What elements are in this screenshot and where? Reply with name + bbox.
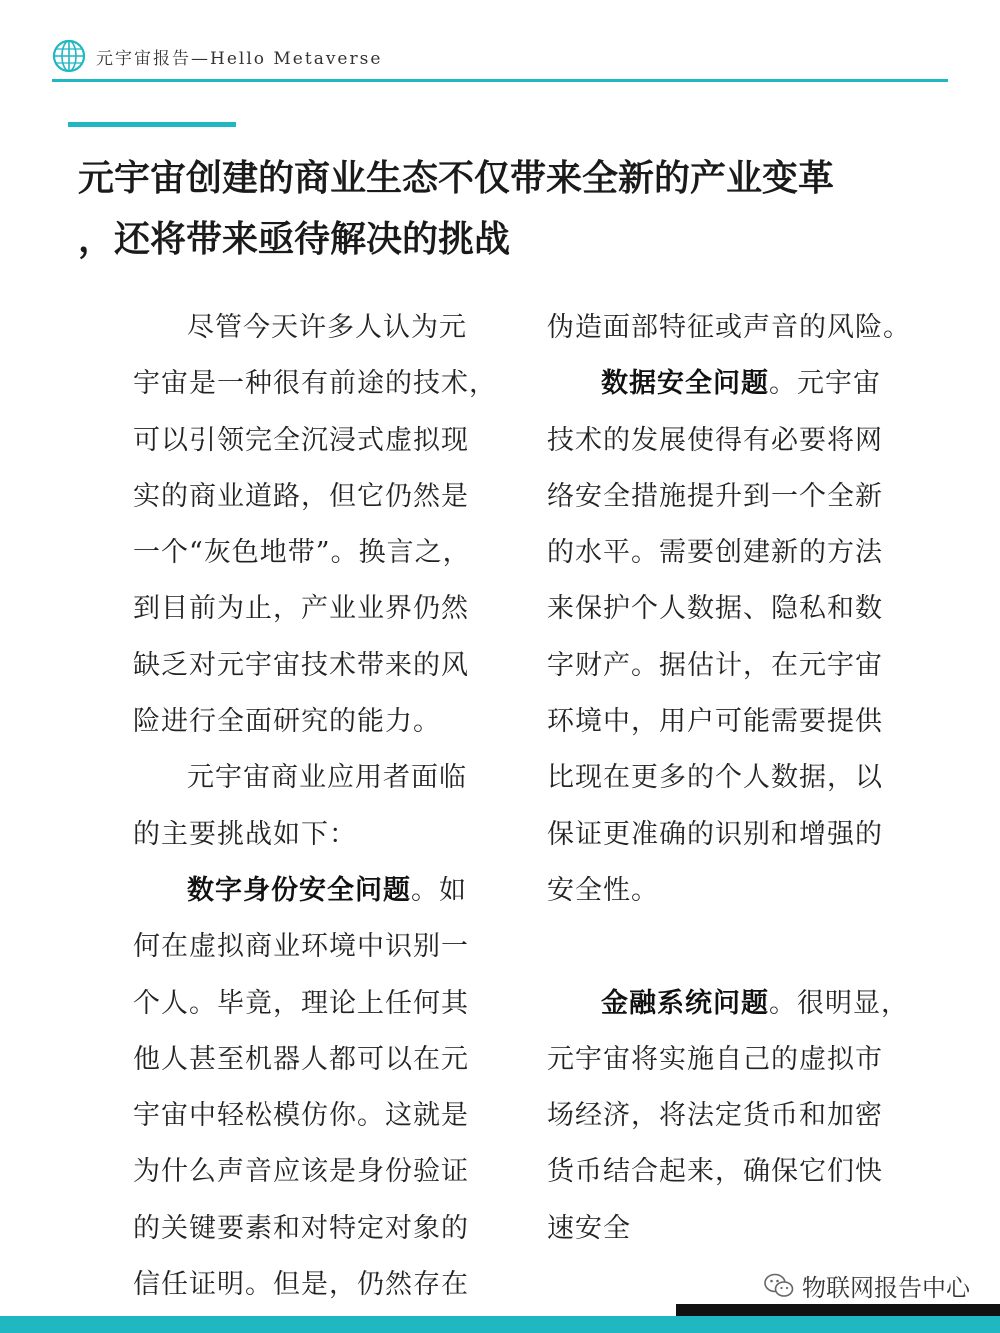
text-line: 环境中，用户可能需要提供 — [547, 706, 883, 738]
text-line: 一个“灰色地带”。换言之， — [133, 537, 471, 569]
text-line: 尽管今天许多人认为元 — [187, 312, 467, 343]
paragraph-gap — [547, 919, 947, 975]
text-line: 可以引领完全沉浸式虚拟现 — [133, 424, 469, 456]
footer-bar-dark — [676, 1304, 1000, 1316]
text-line: 何在虚拟商业环境中识别一 — [133, 931, 469, 963]
text-fragment: 。元宇宙 — [769, 368, 881, 400]
text-line — [133, 863, 518, 919]
text-line: 技术的发展使得有必要将网 — [547, 424, 883, 456]
page-title — [78, 148, 958, 270]
text-line: 元宇宙商业应用者面临 — [187, 762, 467, 794]
text-line: 个人。毕竟，理论上任何其 — [133, 987, 469, 1019]
title-line-2: ，还将带来亟待解决的挑战 — [78, 219, 511, 260]
left-column — [133, 300, 518, 1313]
text-line: 来保护个人数据、隐私和数 — [547, 593, 883, 625]
text-line: 保证更准确的识别和增强的 — [547, 818, 883, 850]
section-heading-financial-system: 金融系统问题 — [601, 987, 769, 1019]
text-line: 场经济，将法定货币和加密 — [547, 1100, 883, 1132]
text-line: 宇宙是一种很有前途的技术， — [133, 368, 497, 400]
text-line: 实的商业道路，但它仍然是 — [133, 480, 469, 512]
text-line: 络安全措施提升到一个全新 — [547, 480, 883, 512]
section-heading-data-security: 数据安全问题 — [601, 368, 769, 400]
text-line: 的水平。需要创建新的方法 — [547, 537, 883, 569]
text-line: 货币结合起来，确保它们快 — [547, 1156, 883, 1188]
title-line-1: 元宇宙创建的商业生态不仅带来全新的产业变革 — [78, 158, 835, 199]
text-line: 安全性。 — [547, 874, 659, 906]
wechat-icon — [764, 1273, 794, 1299]
header-divider — [52, 79, 948, 82]
text-line: 元宇宙将实施自己的虚拟市 — [547, 1043, 883, 1075]
footer-bar-accent — [0, 1316, 1000, 1333]
text-line: 字财产。据估计，在元宇宙 — [547, 649, 883, 681]
page-header — [52, 36, 382, 76]
text-line — [547, 976, 947, 1032]
text-line: 信任证明。但是，仍然存在 — [133, 1269, 469, 1301]
text-fragment: 。很明显， — [769, 987, 909, 1019]
text-line: 伪造面部特征或声音的风险。 — [547, 312, 911, 343]
text-line: 为什么声音应该是身份验证 — [133, 1156, 469, 1188]
text-line: 他人甚至机器人都可以在元 — [133, 1043, 469, 1075]
watermark — [764, 1268, 970, 1303]
text-line: 到目前为止，产业业界仍然 — [133, 593, 469, 625]
text-fragment: 。如 — [411, 874, 467, 906]
text-line: 缺乏对元宇宙技术带来的风 — [133, 649, 469, 681]
title-accent-bar — [68, 122, 236, 127]
watermark-text: 物联网报告中心 — [802, 1274, 970, 1302]
text-line: 险进行全面研究的能力。 — [133, 706, 441, 738]
text-line: 的主要挑战如下： — [133, 818, 357, 850]
text-line: 速安全 — [547, 1212, 631, 1244]
header-title: 元宇宙报告—Hello Metaverse — [96, 48, 383, 69]
text-line — [547, 356, 947, 412]
section-heading-digital-identity: 数字身份安全问题 — [187, 874, 411, 906]
text-line: 的关键要素和对特定对象的 — [133, 1212, 469, 1244]
text-line: 宇宙中轻松模仿你。这就是 — [133, 1100, 469, 1132]
text-line: 比现在更多的个人数据，以 — [547, 762, 883, 794]
globe-icon — [52, 39, 86, 73]
right-column — [547, 300, 947, 1257]
